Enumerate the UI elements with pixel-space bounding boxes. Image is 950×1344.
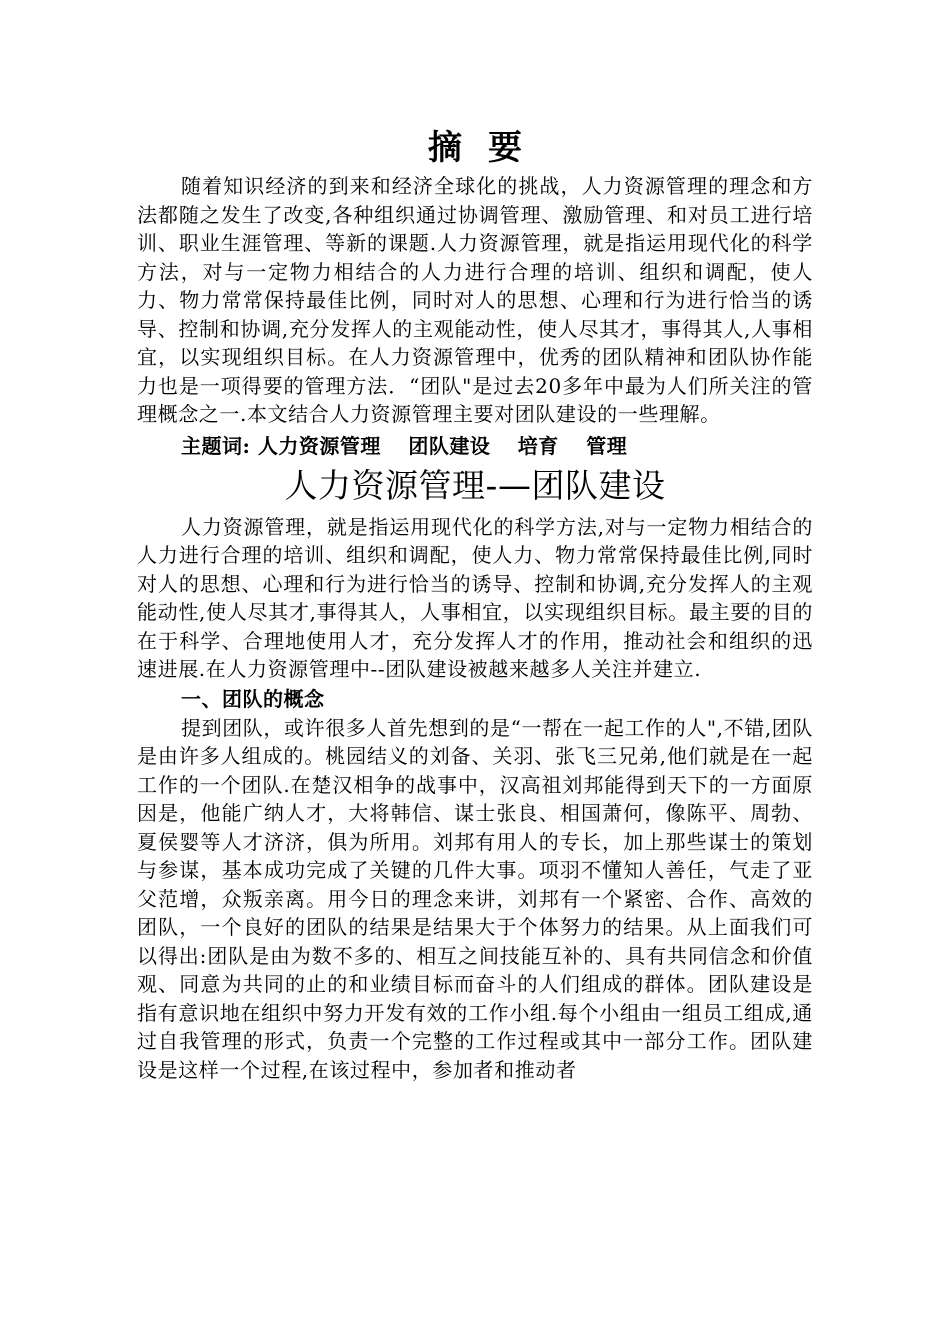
section-heading: 一、团队的概念	[181, 686, 325, 711]
keywords-label: 主题词:	[181, 433, 251, 458]
keyword: 人力资源管理	[257, 433, 381, 458]
article-title: 人力资源管理-—团队建设	[284, 465, 666, 505]
keyword: 管理	[586, 433, 628, 458]
keyword: 团队建设	[408, 433, 491, 458]
section-body: 提到团队，或许很多人首先想到的是“一帮在一起工作的人",不错,团队是由许多人组成的。桃园结义的刘备、关羽、张飞三兄弟,他们就是在一起工作的一个团队.在楚汉相争的战事中，汉高祖刘邦能得到天下的一方面原因是，他能广纳人才，大将韩信、谋士张良、相国萧何，像陈平、周勃、夏侯婴等人才济济，俱为所用。刘邦有用人的专长，加上那些谋士的策划与参谋，基本成功完成了关键的几件大事。项羽不懂知人善任，气走了亚父范增，众叛亲离。用今日的理念来讲，刘邦有一个紧密、合作、高效的团队，一个良好的团队的结果是结果大于个体努力的结果。从上面我们可以得出:团队是由为数不多的、相互之间技能互补的、具有共同信念和价值观、同意为共同的止的和业绩目标而奋斗的人们组成的群体。团队建设是指有意识地在组织中努力开发有效的工作小组.每个小组由一组员工组成,通过自我管理的形式，负责一个完整的工作过程或其中一部分工作。团队建设是这样一个过程,在该过程中，参加者和推动者	[137, 715, 813, 1082]
intro-paragraph: 人力资源管理，就是指运用现代化的科学方法,对与一定物力相结合的人力进行合理的培训、组织和调配，使人力、物力常常保持最佳比例,同时对人的思想、心理和行为进行恰当的诱导、控制和协调,充分发挥人的主观能动性,使人尽其才,事得其人，人事相宜，以实现组织目标。最主要的目的在于科学、合理地使用人才，充分发挥人才的作用，推动社会和组织的迅速进展.在人力资源管理中--团队建设被越来越多人关注并建立.	[137, 514, 813, 681]
keywords-line	[137, 431, 813, 461]
abstract-body: 随着知识经济的到来和经济全球化的挑战，人力资源管理的理念和方法都随之发生了改变,各种组织通过协调管理、激励管理、和对员工进行培训、职业生涯管理、等新的课题.人力资源管理，就是指运用现代化的科学方法，对与一定物力相结合的人力进行合理的培训、组织和调配，使人力、物力常常保持最佳比例，同时对人的思想、心理和行为进行恰当的诱导、控制和协调,充分发挥人的主观能动性，使人尽其才，事得其人,人事相宜，以实现组织目标。在人力资源管理中，优秀的团队精神和团队协作能力也是一项得要的管理方法．“团队"是过去20多年中最为人们所关注的管理概念之一.本文结合人力资源管理主要对团队建设的一些理解。	[137, 174, 813, 426]
document-page	[137, 126, 813, 1084]
keyword: 培育	[517, 433, 559, 458]
abstract-title: 摘要	[428, 128, 548, 168]
